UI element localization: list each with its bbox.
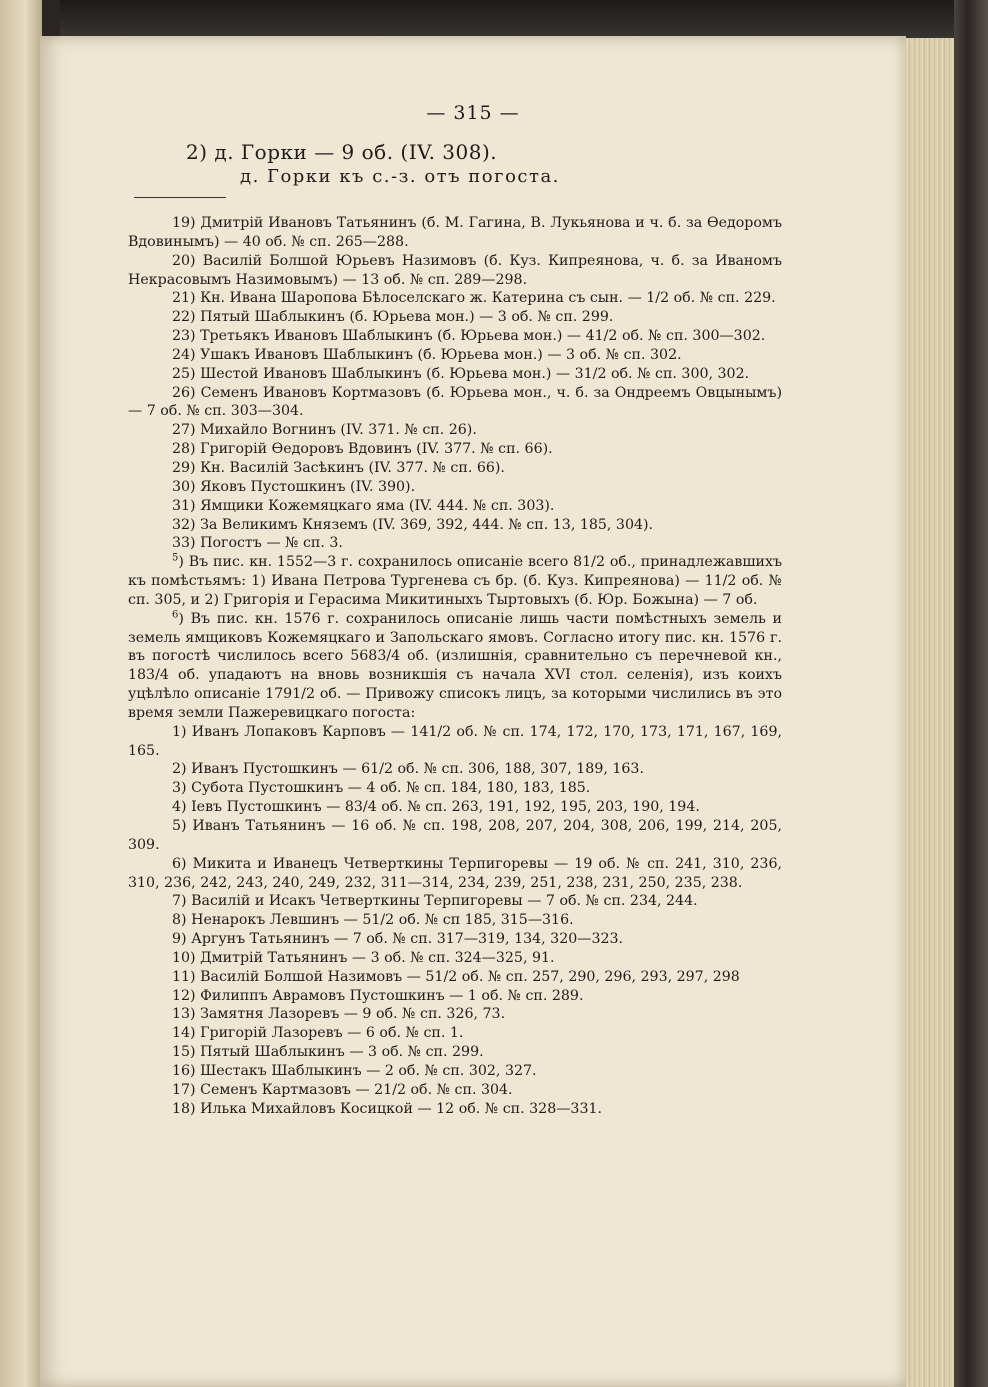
entry: 23) Третьякъ Ивановъ Шаблыкинъ (б. Юрьева мон.) — 41/2 об. № сп. 300—302.	[172, 328, 766, 345]
list-item: 8) Ненарокъ Левшинъ — 51/2 об. № сп 185, 315—316.	[172, 912, 574, 929]
list-item: 18) Илька Михайловъ Косицкой — 12 об. № сп. 328—331.	[172, 1100, 603, 1117]
entry: 30) Яковъ Пустошкинъ (IV. 390).	[172, 478, 416, 495]
entry: 20) Василій Болшой Юрьевъ Назимовъ (б. Куз. Кипреянова, ч. б. за Иваномъ Некрасовымъ Назимовымъ) — 13 об. № сп. 289—298.	[128, 252, 782, 288]
book-page	[40, 36, 906, 1387]
entry: 25) Шестой Ивановъ Шаблыкинъ (б. Юрьева мон.) — 31/2 об. № сп. 300, 302.	[172, 365, 750, 382]
entry: 21) Кн. Ивана Шаропова Бѣлоселскаго ж. Катерина съ сын. — 1/2 об. № сп. 229.	[172, 290, 776, 307]
list-item: 14) Григорій Лазоревъ — 6 об. № сп. 1.	[172, 1025, 464, 1042]
list-item: 5) Иванъ Татьянинъ — 16 об. № сп. 198, 208, 207, 204, 308, 206, 199, 214, 205, 309.	[128, 818, 782, 853]
footnote-mark: 5	[172, 552, 179, 564]
entry: 29) Кн. Василій Засѣкинъ (IV. 377. № сп. 66).	[172, 459, 505, 476]
list-item: 6) Микита и Иванецъ Четверткины Терпигоревы — 19 об. № сп. 241, 310, 236, 310, 236, 242, 243, 240, 249, 232, 311—314, 234, 239, 251, 238, 231, 250, 235, 238.	[128, 855, 782, 891]
page-number: — 315 —	[426, 102, 520, 124]
list-item: 10) Дмитрій Татьянинъ — 3 об. № сп. 324—325, 91.	[172, 949, 555, 966]
entry: 26) Семенъ Ивановъ Кортмазовъ (б. Юрьева мон., ч. б. за Ондреемъ Овцынымъ) — 7 об. № сп. 303—304.	[128, 384, 782, 420]
footnote-mark: 6	[172, 608, 179, 620]
list-item: 15) Пятый Шаблыкинъ — 3 об. № сп. 299.	[172, 1044, 484, 1061]
entry: 27) Михайло Вогнинъ (IV. 371. № сп. 26).	[172, 422, 477, 439]
footnote-text: ) Въ пис. кн. 1576 г. сохранилось описаніе лишь части помѣстныхъ земель и земель ямщиковъ Кожемяцкаго и Запольскаго ямовъ. Согласно итогу пис. кн. 1576 г. въ погостѣ числилось всего 5683/4 об. (излишнія, сравнительно съ перечневой кн., 183/4 об. упадаютъ на вновь возникшія съ начала XVI стол. селенія), изъ коихъ уцѣлѣло описаніе 1791/2 об. — Привожу списокъ лицъ, за которыми числились въ это время земли Пажеревицкаго погоста:	[128, 610, 782, 721]
list-item: 3) Субота Пустошкинъ — 4 об. № сп. 184, 180, 183, 185.	[172, 780, 591, 797]
entry: 24) Ушакъ Ивановъ Шаблыкинъ (б. Юрьева мон.) — 3 об. № сп. 302.	[172, 346, 682, 363]
section-subtitle: д. Горки къ с.-з. отъ погоста.	[240, 166, 560, 187]
entry: 22) Пятый Шаблыкинъ (б. Юрьева мон.) — 3 об. № сп. 299.	[172, 309, 614, 326]
list-item: 16) Шестакъ Шаблыкинъ — 2 об. № сп. 302, 327.	[172, 1062, 537, 1079]
entry: 28) Григорій Ѳедоровъ Вдовинъ (IV. 377. № сп. 66).	[172, 441, 553, 458]
list-item: 4) Іевъ Пустошкинъ — 83/4 об. № сп. 263, 191, 192, 195, 203, 190, 194.	[172, 799, 700, 816]
list-item: 11) Василій Болшой Назимовъ — 51/2 об. № сп. 257, 290, 296, 293, 297, 298	[172, 968, 740, 985]
divider-rule	[134, 197, 226, 198]
footnote	[128, 610, 782, 723]
list-item: 17) Семенъ Картмазовъ — 21/2 об. № сп. 304.	[172, 1081, 513, 1098]
book-binding-right	[954, 0, 988, 1387]
section-title: 2) д. Горки — 9 об. (IV. 308).	[186, 140, 498, 164]
entry: 19) Дмитрій Ивановъ Татьянинъ (б. М. Гагина, В. Лукьянова и ч. б. за Ѳедоромъ Вдовинымъ) — 40 об. № сп. 265—288.	[128, 215, 782, 250]
list-item: 1) Иванъ Лопаковъ Карповъ — 141/2 об. № сп. 174, 172, 170, 173, 171, 167, 169, 165.	[128, 723, 782, 759]
entry: 31) Ямщики Кожемяцкаго яма (IV. 444. № сп. 303).	[172, 497, 555, 514]
entry: 32) За Великимъ Княземъ (IV. 369, 392, 444. № сп. 13, 185, 304).	[172, 516, 654, 533]
footnote-text: ) Въ пис. кн. 1552—3 г. сохранилось описаніе всего 81/2 об., принадлежавшихъ къ помѣстьямъ: 1) Ивана Петрова Тургенева съ бр. (б. Куз. Кипреянова) — 11/2 об. № сп. 305, и 2) Григорія и Герасима Микитиныхъ Тыртовыхъ (б. Юр. Божына) — 7 об.	[128, 554, 782, 608]
footnote	[128, 553, 782, 610]
book-binding-top	[60, 0, 988, 40]
list-item: 9) Аргунъ Татьянинъ — 7 об. № сп. 317—319, 134, 320—323.	[172, 931, 624, 948]
list-item: 2) Иванъ Пустошкинъ — 61/2 об. № сп. 306, 188, 307, 189, 163.	[172, 761, 644, 778]
list-item: 7) Василій и Исакъ Четверткины Терпигоревы — 7 об. № сп. 234, 244.	[172, 893, 698, 910]
list-item: 13) Замятня Лазоревъ — 9 об. № сп. 326, 73.	[172, 1006, 506, 1023]
page-body	[128, 214, 782, 1119]
list-item: 12) Филиппъ Аврамовъ Пустошкинъ — 1 об. № сп. 289.	[172, 987, 584, 1004]
facing-page-edge	[0, 0, 42, 1387]
entry: 33) Погостъ — № сп. 3.	[172, 535, 343, 552]
